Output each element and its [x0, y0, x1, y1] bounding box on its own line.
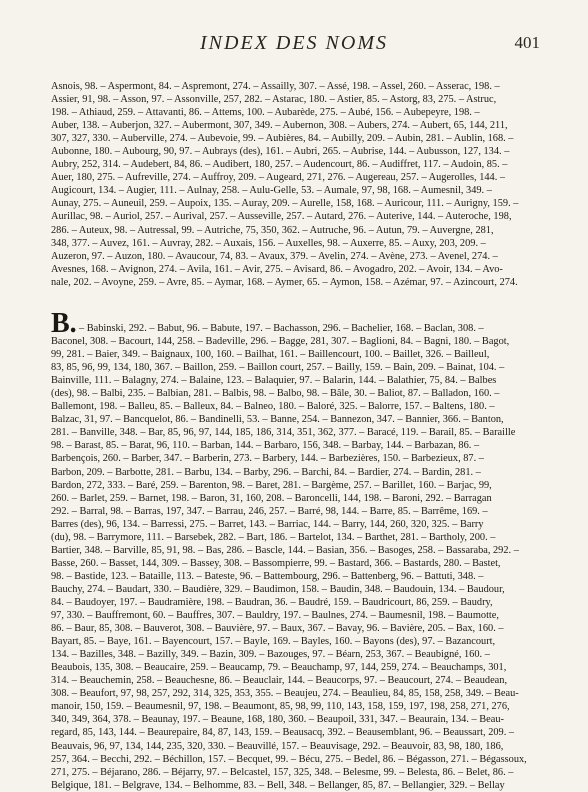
index-line: 86. – Baur, 85, 308. – Bauverot, 308. – Bauvière, 97. – Baux, 367. – Bavay, 96. – Bavière, 205. – Bax, 160. –: [51, 623, 504, 635]
index-line: Assier, 91, 98. – Asson, 97. – Assonville, 257, 282. – Astarac, 180. – Astier, 85. – Astorg, 83, 275. – Astruc,: [51, 94, 497, 106]
page-title: INDEX DES NOMS: [200, 32, 388, 54]
index-line: Aubry, 252, 314. – Audebert, 84, 86. – Audibert, 180, 257. – Audencourt, 86. – Audiffret, 117. – Audoin, 85. –: [51, 159, 508, 171]
index-line: Aurillac, 98. – Auriol, 257. – Aurival, 257. – Ausseville, 257. – Autard, 276. – Auterive, 144. – Auteroche, 198,: [51, 211, 512, 223]
index-line: (des), 98. – Balbi, 235. – Balbian, 281. – Balbis, 98. – Balbo, 98. – Bâle, 30. – Baliot, 87. – Balladon, 160. –: [51, 388, 500, 400]
index-line: Auzeron, 97. – Auzon, 180. – Avaucour, 74, 83. – Avaux, 379. – Avelin, 274. – Avène, 273. – Avenel, 274. –: [51, 250, 498, 262]
index-line: Aubonne, 180. – Aubourg, 90, 97. – Aubrays (des), 161. – Aubri, 265. – Aubrise, 144. – Aubusson, 127, 134. –: [51, 146, 510, 158]
index-line: 99, 281. – Baier, 349. – Baignaux, 100, 160. – Bailhat, 161. – Baillencourt, 100. – Baillet, 326. – Bailleul,: [51, 349, 490, 361]
index-line: Barres (des), 96, 134. – Barressi, 275. – Barret, 143. – Barriac, 144. – Barry, 144, 260, 320, 325. – Barry: [51, 518, 484, 530]
index-line: Beauvais, 96, 97, 134, 144, 235, 320, 330. – Beauvillé, 157. – Beauvisage, 292. – Beauvoir, 83, 98, 180, 186,: [51, 740, 504, 752]
index-line: manoir, 150, 159. – Beaumesnil, 97, 198. – Beaumont, 85, 98, 99, 110, 143, 158, 159, 197, 198, 258, 271, 276,: [51, 701, 510, 713]
page-number: 401: [514, 33, 540, 52]
index-line: 97, 330. – Bauffremont, 60. – Bauffres, 307. – Bauldry, 197. – Baulnes, 274. – Baumesnil, 198. – Baumotte,: [51, 610, 499, 622]
index-line: 83, 85, 96, 99, 134, 180, 367. – Baillon, 259. – Baillon court, 257. – Bailly, 159. – Bain, 209. – Bainat, 104. –: [51, 362, 505, 374]
index-line: 98. – Barast, 85. – Barat, 96, 110. – Barban, 144. – Barbaro, 156, 348. – Barbay, 144. – Barbazan, 86. –: [51, 440, 480, 452]
index-line: 292. – Barral, 98. – Barras, 197, 347. – Barrau, 246, 257. – Barré, 98, 144. – Barre, 85. – Barrême, 169. –: [51, 505, 488, 517]
index-line: Barbençois, 260. – Barber, 347. – Barberin, 273. – Barbery, 144. – Barbezières, 150. – Barbezieux, 87. –: [51, 453, 484, 465]
index-section-a: [51, 80, 553, 289]
index-line: Augicourt, 134. – Augier, 111. – Aulnay, 258. – Aulu-Gelle, 53. – Aumale, 97, 98, 168. – Aumesnil, 349. –: [51, 185, 492, 197]
index-section-b: [51, 322, 553, 792]
index-line: 308. – Beaufort, 97, 98, 257, 292, 314, 325, 353, 355. – Beaujeu, 274. – Beaulieu, 84, 85, 158, 258, 349. – Beau-: [51, 688, 519, 700]
index-line: 286. – Auteux, 98. – Autressal, 99. – Autriche, 75, 350, 362. – Autruche, 96. – Autun, 79. – Auvergne, 281,: [51, 224, 494, 236]
section-letter-b: B.: [51, 308, 77, 339]
index-line: Ballemont, 198. – Balleu, 85. – Balleux, 84. – Balneo, 180. – Baloré, 325. – Balorre, 157. – Baltens, 180. –: [51, 401, 495, 413]
index-line: nale, 202. – Avoyne, 259. – Avre, 85. – Aymar, 168. – Aymer, 65. – Aymon, 158. – Azémar, 97. – Azincourt, 274.: [51, 276, 518, 288]
index-line: Auber, 138. – Auberjon, 327. – Aubermont, 307, 349. – Aubernon, 308. – Aubers, 274. – Aubert, 65, 144, 211,: [51, 120, 508, 132]
index-line: Baconel, 308. – Bacourt, 144, 258. – Badeville, 296. – Bagge, 281, 307. – Baglioni, 84. – Bagni, 180. – Bagot,: [51, 336, 510, 348]
index-line: Balzac, 31, 97. – Bancquelot, 86. – Bandinelli, 53. – Banne, 254. – Bannezon, 347. – Bannier, 366. – Banton,: [51, 414, 504, 426]
index-line: 260. – Barlet, 259. – Barnet, 198. – Baron, 31, 160, 208. – Baroncelli, 144, 198. – Baroni, 292. – Barragan: [51, 492, 492, 504]
index-line: Bardon, 272, 333. – Baré, 259. – Barenton, 98. – Baret, 281. – Bargème, 257. – Barillet, 160. – Barjac, 99,: [51, 479, 492, 491]
index-line: 314. – Beauchemin, 258. – Beauchesne, 86. – Beauclair, 144. – Beaucorps, 97. – Beaucourt, 274. – Beaudean,: [51, 675, 508, 687]
index-line: Aunay, 275. – Auneuil, 259. – Aupoix, 135. – Auray, 209. – Aurelle, 158, 168. – Auricour, 111. – Aurigny, 159. –: [51, 198, 519, 210]
index-line: 271, 275. – Béjarano, 286. – Béjarry, 97. – Belcastel, 157, 325, 348. – Belesme, 99. – Belesta, 86. – Belet, 86. –: [51, 766, 514, 778]
index-line: 198. – Athiaud, 259. – Attavanti, 86. – Attems, 100. – Aubarède, 275. – Aubé, 156. – Aubepeyre, 198. –: [51, 107, 480, 119]
index-line: 84. – Baudoyer, 197. – Baudramière, 198. – Baudran, 36. – Baudré, 159. – Baudricourt, 86, 259. – Baudry,: [51, 596, 493, 608]
index-line: – Babinski, 292. – Babut, 96. – Babute, 197. – Bachasson, 296. – Bachelier, 168. – Baclan, 308. –: [79, 323, 484, 334]
index-line: 98. – Bastide, 123. – Bataille, 113. – Bateste, 96. – Battembourg, 296. – Battenberg, 96. – Battuti, 348. –: [51, 570, 484, 582]
index-line: Bartier, 348. – Barville, 85, 91, 98. – Bas, 286. – Bascle, 144. – Basian, 356. – Basoges, 258. – Bassaraba, 292. –: [51, 544, 519, 556]
index-line: 281. – Banville, 348. – Bar, 85, 96, 97, 144, 185, 186, 314, 351, 362, 377. – Baracé, 119. – Barail, 85. – Baraille: [51, 427, 516, 439]
index-line: Barbon, 209. – Barbotte, 281. – Barbu, 134. – Barby, 296. – Barchi, 84. – Bardier, 274. – Bardin, 281. –: [51, 466, 481, 478]
index-line: (du), 98. – Barrymore, 111. – Barsebek, 282. – Bart, 186. – Bartelot, 134. – Barthet, 281. – Bartholy, 200. –: [51, 531, 496, 543]
index-line: Bainville, 111. – Balagny, 274. – Balaine, 123. – Balaquier, 97. – Balarin, 144. – Balathier, 75, 84. – Balbes: [51, 375, 497, 387]
index-line: Beaubois, 135, 308. – Beaucaire, 259. – Beaucamp, 79. – Beauchamp, 97, 144, 259, 274. – Beauchamps, 301,: [51, 662, 507, 674]
index-line: Bauchy, 274. – Baudart, 330. – Baudière, 329. – Baudimon, 158. – Baudin, 348. – Baudouin, 134. – Baudour,: [51, 583, 505, 595]
index-line: Basse, 260. – Basset, 144, 309. – Bassey, 308. – Bassompierre, 99. – Bastard, 366. – Bastards, 280. – Bastet,: [51, 557, 501, 569]
index-line: 134. – Bazilles, 348. – Bazilly, 349. – Bazin, 309. – Bazouges, 97. – Béarn, 253, 367. – Beaubigné, 160. –: [51, 649, 490, 661]
index-line: Asnois, 98. – Aspermont, 84. – Aspremont, 274. – Assailly, 307. – Assé, 198. – Assel, 260. – Asserac, 198. –: [51, 81, 500, 92]
index-line: regard, 85, 143, 144. – Beaurepaire, 84, 87, 143, 159. – Beausacq, 392. – Beausemblant, 96. – Beaussart, 209. –: [51, 727, 515, 739]
index-line: Belgique, 181. – Belgrave, 134. – Belhomme, 83. – Bell, 348. – Bellanger, 85, 87. – Bellangier, 329. – Bellay: [51, 779, 505, 791]
page-header: [0, 32, 588, 56]
index-line: 257, 364. – Becchi, 292. – Béchillon, 157. – Becquet, 99. – Bécu, 275. – Bedel, 86. – Bégasson, 271. – Bégassoux,: [51, 753, 527, 765]
index-line: 348, 377. – Auvez, 161. – Auvray, 282. – Auxais, 156. – Auxelles, 98. – Auxerre, 85. – Auxy, 203, 209. –: [51, 237, 486, 249]
index-line: Bayart, 85. – Baye, 161. – Bayencourt, 157. – Bayle, 169. – Bayles, 160. – Bayons (des), 97. – Bazancourt,: [51, 636, 496, 648]
index-line: Auer, 180, 275. – Aufreville, 274. – Auffroy, 209. – Augeard, 271, 276. – Augereau, 257. – Augerolles, 144. –: [51, 172, 506, 184]
index-line: Avesnes, 168. – Avignon, 274. – Avila, 161. – Avir, 275. – Avisard, 86. – Avogadro, 202. – Avoir, 134. – Avo-: [51, 263, 503, 275]
index-line: 307, 327, 330. – Auberville, 274. – Aubevoie, 99. – Aubières, 84. – Aubilly, 209. – Aubin, 281. – Aublin, 168. –: [51, 133, 514, 145]
index-line: 340, 349, 364, 378. – Beaunay, 197. – Beaune, 168, 180, 360. – Beaupoil, 331, 347. – Beaurain, 134. – Beau-: [51, 714, 504, 726]
